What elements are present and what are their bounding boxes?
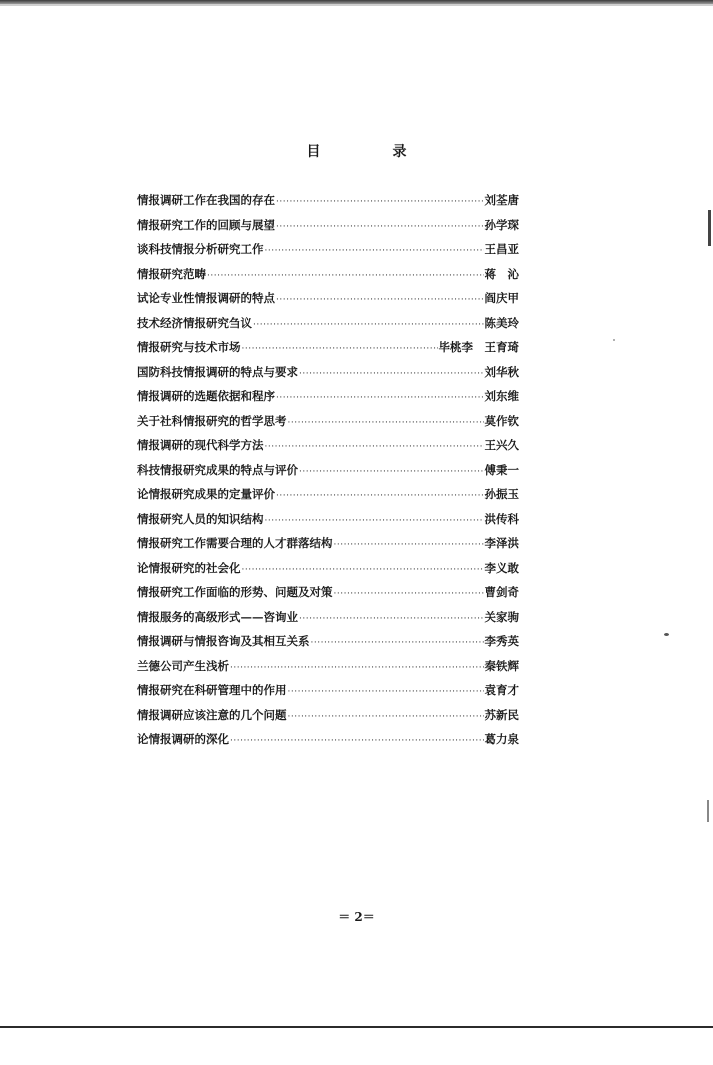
toc-entry-author: 孙振玉 (484, 487, 519, 501)
toc-entry (137, 384, 519, 409)
toc-entry (137, 727, 519, 752)
toc-leader-dots (230, 656, 484, 681)
toc-entry-author: 洪传科 (484, 511, 519, 526)
toc-leader-dots (276, 386, 484, 411)
page-number: ＝ 2＝ (338, 910, 375, 924)
toc-entry-title: 关于社科情报研究的哲学思考 (137, 413, 287, 428)
toc-entry-author: 苏新民 (484, 707, 519, 722)
toc-entry-author: 李泽洪 (484, 536, 519, 550)
toc-leader-dots (311, 631, 484, 656)
toc-entry (137, 335, 519, 360)
toc-leader-dots (207, 264, 484, 289)
toc-entry (137, 433, 519, 458)
toc-entry (137, 311, 519, 336)
toc-entry (137, 580, 519, 605)
toc-leader-dots (242, 558, 484, 583)
toc-entry-title: 国防科技情报调研的特点与要求 (137, 364, 298, 379)
toc-entry (137, 262, 519, 287)
toc-entry-title: 情报研究工作需要合理的人才群落结构 (137, 536, 333, 550)
scan-mark-right (708, 210, 711, 246)
page-title (0, 141, 713, 161)
toc-entry (137, 286, 519, 311)
toc-entry-title: 情报研究在科研管理中的作用 (137, 683, 287, 697)
toc-entry-author: 孙学琛 (484, 217, 519, 232)
toc-entry (137, 237, 519, 262)
scan-edge-top-shadow (0, 4, 713, 6)
toc-entry-author: 王昌亚 (484, 242, 519, 256)
toc-leader-dots (288, 411, 484, 436)
toc-entry-author: 刘华秋 (484, 364, 519, 379)
toc-leader-dots (276, 215, 484, 240)
toc-entry-title: 情报研究工作面临的形势、问题及对策 (137, 585, 333, 599)
toc-entry-title: 情报调研应该注意的几个问题 (137, 707, 287, 722)
toc-entry (137, 213, 519, 238)
toc-leader-dots (276, 288, 484, 313)
toc-leader-dots (288, 680, 484, 705)
toc-entry (137, 482, 519, 507)
toc-leader-dots (334, 533, 484, 558)
toc-leader-dots (288, 705, 484, 730)
toc-leader-dots (265, 435, 484, 460)
toc-entry-author: 李义敢 (484, 560, 519, 575)
toc-entry-title: 论情报研究的社会化 (137, 560, 241, 575)
toc-entry-author: 葛力泉 (484, 732, 519, 746)
toc-entry-author: 刘荃唐 (484, 193, 519, 207)
toc-leader-dots (334, 582, 484, 607)
toc-entry-title: 情报调研的现代科学方法 (137, 438, 264, 452)
toc-entry (137, 188, 519, 213)
toc-entry-author: 曹剑奇 (484, 585, 519, 599)
toc-entry (137, 703, 519, 728)
toc-entry-author: 蒋 沁 (484, 266, 519, 281)
toc-entry-title: 技术经济情报研究刍议 (137, 315, 252, 330)
toc-leader-dots (276, 190, 484, 215)
toc-leader-dots (265, 509, 484, 534)
toc-leader-dots (230, 729, 484, 754)
toc-leader-dots (253, 313, 484, 338)
toc-entry-title: 情报研究范畴 (137, 266, 206, 281)
scan-speck (664, 633, 669, 636)
toc-entry (137, 605, 519, 630)
title-char-right: 录 (392, 144, 407, 160)
toc-entry-author: 王兴久 (484, 438, 519, 452)
toc-entry-title: 情报服务的高级形式——咨询业 (137, 609, 298, 624)
toc-entry-author: 毕桃李 王育琦 (438, 340, 519, 354)
toc-entry-author: 秦铁辉 (484, 658, 519, 673)
toc-entry-title: 科技情报研究成果的特点与评价 (137, 462, 298, 477)
toc-entry-author: 陈美玲 (484, 315, 519, 330)
toc-entry-title: 情报研究人员的知识结构 (137, 511, 264, 526)
toc-entry-title: 情报调研工作在我国的存在 (137, 193, 275, 207)
toc-entry (137, 458, 519, 483)
toc-entry-title: 论情报调研的深化 (137, 732, 229, 746)
toc-entry-title: 情报调研与情报咨询及其相互关系 (137, 634, 310, 648)
toc-leader-dots (242, 337, 438, 362)
toc-entry-author: 阎庆甲 (484, 291, 519, 305)
toc-entry-title: 谈科技情报分析研究工作 (137, 242, 264, 256)
toc-leader-dots (299, 607, 484, 632)
toc-entry (137, 360, 519, 385)
toc-entry-author: 莫作钦 (484, 413, 519, 428)
toc-entry-author: 李秀英 (484, 634, 519, 648)
toc-leader-dots (299, 460, 484, 485)
scan-edge-bottom (0, 1026, 713, 1028)
toc-entry-title: 情报调研的选题依据和程序 (137, 389, 275, 403)
toc-entry-title: 情报研究工作的回顾与展望 (137, 217, 275, 232)
toc-entry (137, 556, 519, 581)
toc-entry-author: 袁育才 (484, 683, 519, 697)
toc-entry-author: 傅秉一 (484, 462, 519, 477)
toc-leader-dots (265, 239, 484, 264)
toc-entry (137, 678, 519, 703)
toc-entry-title: 论情报研究成果的定量评价 (137, 487, 275, 501)
title-char-left: 目 (306, 144, 321, 160)
toc-entry-title: 试论专业性情报调研的特点 (137, 291, 275, 305)
scan-mark-right-lower (707, 800, 709, 822)
toc-entry-title: 兰德公司产生浅析 (137, 658, 229, 673)
scan-speck (613, 339, 615, 341)
toc-entry (137, 654, 519, 679)
toc-entry (137, 629, 519, 654)
toc-leader-dots (276, 484, 484, 509)
toc-entry (137, 507, 519, 532)
table-of-contents (137, 188, 519, 752)
toc-entry (137, 409, 519, 434)
toc-entry-author: 关家驹 (484, 609, 519, 624)
toc-entry (137, 531, 519, 556)
toc-entry-author: 刘东维 (484, 389, 519, 403)
toc-leader-dots (299, 362, 484, 387)
toc-entry-title: 情报研究与技术市场 (137, 340, 241, 354)
